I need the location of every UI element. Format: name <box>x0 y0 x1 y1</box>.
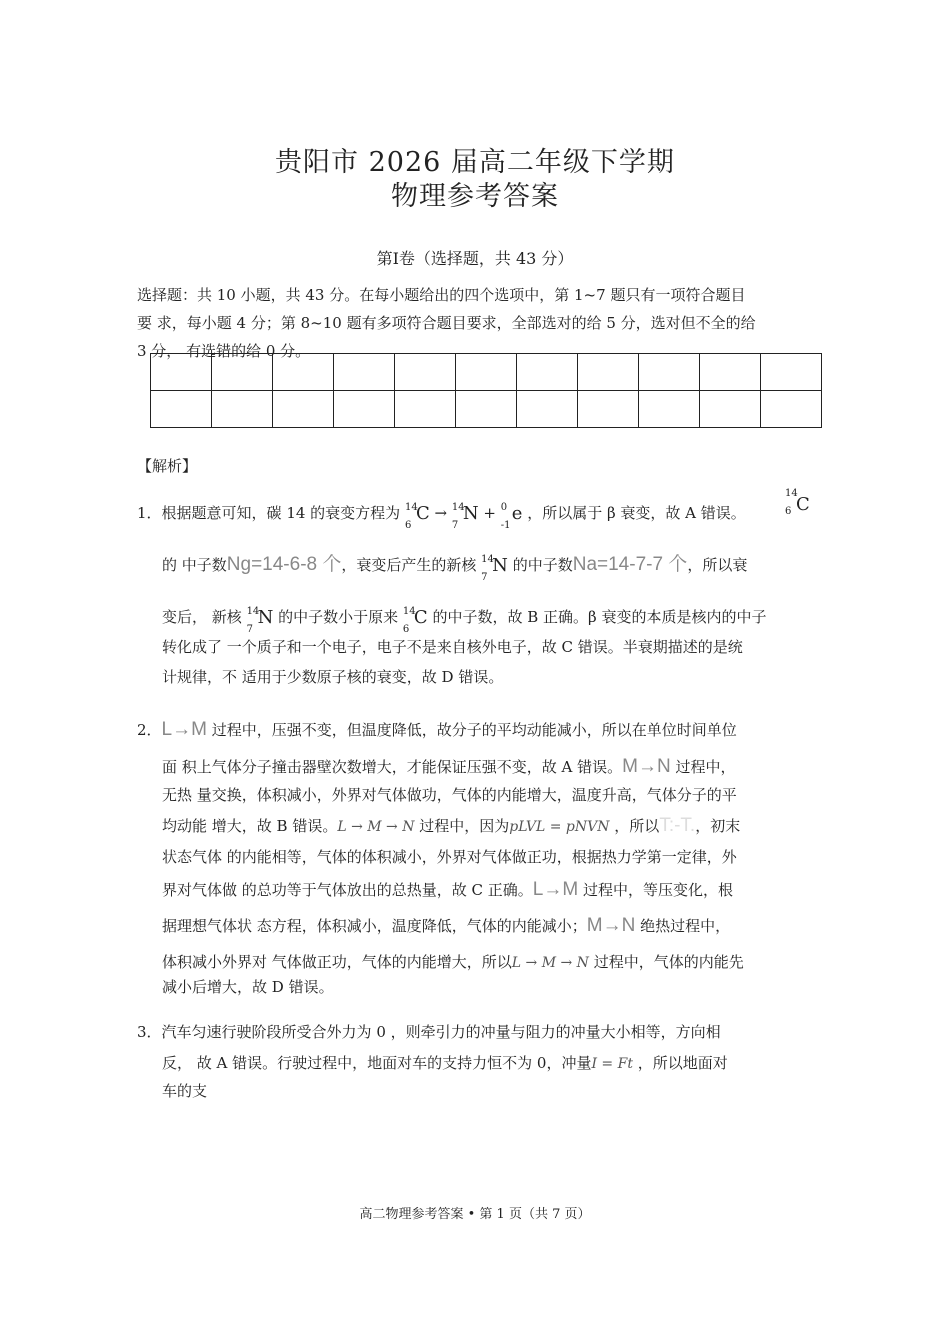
intro-line-3: 3 分， 有选错的给 0 分。 <box>137 342 311 360</box>
answer-table-row-answer <box>151 391 822 428</box>
answer-cell <box>151 391 212 428</box>
arrow-symbol: → <box>434 504 448 522</box>
document-title: 贵阳市 2026 届高二年级下学期 <box>275 147 675 178</box>
answer-cell <box>395 391 456 428</box>
answer-cell <box>639 391 700 428</box>
answer-cell <box>334 391 395 428</box>
q1-nuclide-c14-margin: 14 6 C <box>785 488 810 517</box>
neutron-count-n: Na=14-7-7 个 <box>572 554 688 575</box>
answer-cell <box>334 354 395 391</box>
q3-number: 3． <box>137 1023 162 1041</box>
answer-cell <box>700 391 761 428</box>
answer-cell <box>761 391 822 428</box>
q3-line-1: 3．汽车匀速行驶阶段所受合外力为 0 ，则牵引力的冲量与阻力的冲量大小相等，方向相 <box>137 1023 721 1041</box>
answer-cell <box>212 391 273 428</box>
answer-cell <box>700 354 761 391</box>
answer-cell <box>761 354 822 391</box>
q1-number: 1． <box>137 504 162 522</box>
section-title: 第Ⅰ卷（选择题，共 43 分） <box>376 249 574 268</box>
q2-line-1: 2．L→M 过程中，压强不变，但温度降低，故分子的平均动能减小，所以在单位时间单位 <box>137 719 737 740</box>
answer-cell <box>212 354 273 391</box>
q2-line-8: 体积减小外界对 气体做正功，气体的内能增大，所以L → M → N 过程中，气体的内能先 <box>162 953 744 971</box>
document-subtitle: 物理参考答案 <box>391 181 559 212</box>
answer-cell <box>639 354 700 391</box>
answer-table <box>150 353 822 428</box>
nuclide-electron: 0 -1 e <box>500 502 523 531</box>
answer-cell <box>517 354 578 391</box>
nuclide-n14: 14 7 N <box>451 502 479 531</box>
plus-symbol: + <box>483 504 496 522</box>
answer-cell <box>456 354 517 391</box>
answer-cell <box>517 391 578 428</box>
answer-cell <box>578 391 639 428</box>
q1-line-3: 变后， 新核 14 7 N 的中子数小于原来 14 6 C 的中子数，故 B 正确。β 衰变的本质是核内的中子 <box>162 606 767 635</box>
answer-cell <box>456 391 517 428</box>
q1-line-1: 1．根据题意可知，碳 14 的衰变方程为 14 6 C → 14 7 N + 0 -1 e ，所以属于 β 衰变，故 A 错误。 <box>137 502 746 531</box>
q2-line-2: 面 积上气体分子撞击器壁次数增大，才能保证压强不变，故 A 错误。M→N 过程中， <box>162 756 736 777</box>
pv-equation: pLVL = pNVN <box>509 819 610 835</box>
answer-cell <box>273 391 334 428</box>
answer-cell <box>578 354 639 391</box>
impulse-equation: I = Ft <box>591 1056 633 1072</box>
q3-line-3: 车的支 <box>162 1082 208 1100</box>
answer-cell <box>151 354 212 391</box>
q2-number: 2． <box>137 721 162 739</box>
analysis-label: 【解析】 <box>137 457 198 475</box>
q2-line-9: 减小后增大，故 D 错误。 <box>162 978 334 996</box>
intro-line-2: 要 求，每小题 4 分；第 8~10 题有多项符合题目要求，全部选对的给 5 分，选对但不全的给 <box>137 314 756 332</box>
q3-line-2: 反， 故 A 错误。行驶过程中，地面对车的支持力恒不为 0，冲量I = Ft ，所以地面对 <box>162 1054 728 1072</box>
answer-cell <box>273 354 334 391</box>
neutron-count-c: Ng=14-6-8 个 <box>226 554 342 575</box>
q1-line-2: 的 中子数Ng=14-6-8 个，衰变后产生的新核 14 7 N 的中子数Na=14-7-7 个，所以衰 <box>162 554 748 583</box>
q2-line-4: 均动能 增大，故 B 错误。L → M → N 过程中，因为pLVL = pNVN ，所以T:-T.，初末 <box>162 815 741 836</box>
q2-line-6: 界对气体做 的总功等于气体放出的总热量，故 C 正确。L→M 过程中，等压变化，根 <box>162 879 733 900</box>
answer-table-row-question <box>151 354 822 391</box>
q2-line-5: 状态气体 的内能相等，气体的体积减小，外界对气体做正功，根据热力学第一定律，外 <box>162 848 737 866</box>
q2-line-3: 无热 量交换，体积减小，外界对气体做功，气体的内能增大，温度升高，气体分子的平 <box>162 786 737 804</box>
q2-line-7: 据理想气体状 态方程，体积减小，温度降低，气体的内能减小；M→N 绝热过程中， <box>162 915 731 936</box>
intro-line-1: 选择题：共 10 小题，共 43 分。在每小题给出的四个选项中，第 1~7 题只有一项符合题目 <box>137 286 746 304</box>
answer-cell <box>395 354 456 391</box>
nuclide-c14: 14 6 C <box>404 502 430 531</box>
q1-line-5: 计规律，不 适用于少数原子核的衰变，故 D 错误。 <box>162 668 504 686</box>
page-footer: 高二物理参考答案 • 第 1 页（共 7 页） <box>359 1207 591 1222</box>
q1-line-4: 转化成了 一个质子和一个电子，电子不是来自核外电子，故 C 错误。半衰期描述的是统 <box>162 638 743 656</box>
